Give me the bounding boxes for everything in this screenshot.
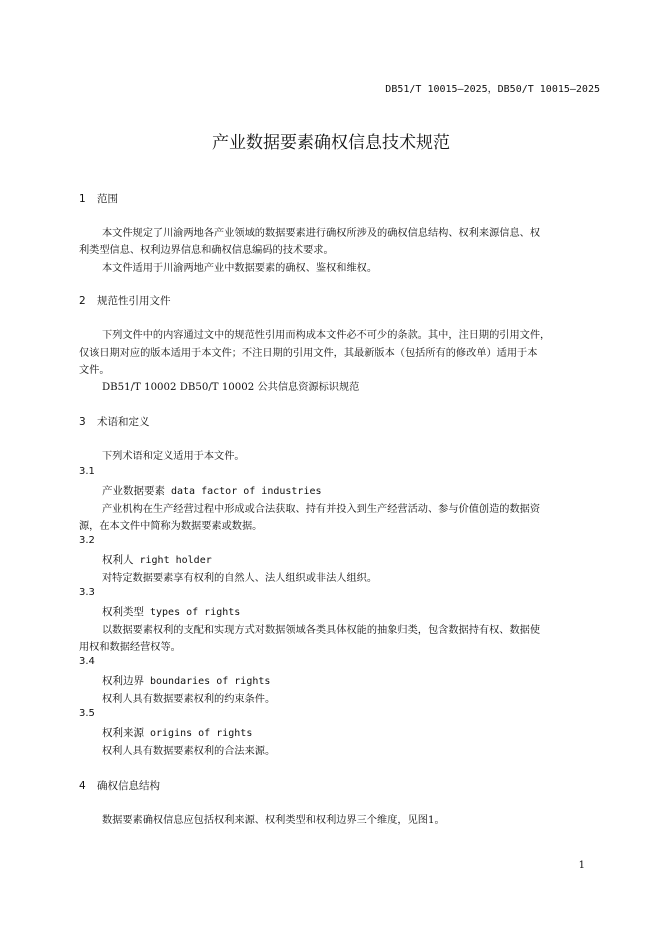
section-number: 3 — [79, 416, 86, 428]
term-number: 3.3 — [79, 587, 95, 598]
term-number: 3.5 — [79, 708, 95, 719]
normative-reference: DB51/T 10002 DB50/T 10002 公共信息资源标识规范 — [102, 382, 360, 393]
paragraph-line: 本文件适用于川渝两地产业中数据要素的确权、鉴权和维权。 — [102, 263, 378, 274]
paragraph-line: 文件。 — [79, 365, 110, 376]
section-title: 术语和定义 — [97, 416, 150, 428]
section-3-heading — [79, 414, 150, 429]
paragraph-line: 下列文件中的内容通过文中的规范性引用而构成本文件必不可少的条款。其中，注日期的引用文件， — [102, 330, 551, 341]
section-1-heading — [79, 191, 118, 206]
term-en: boundaries of rights — [150, 676, 271, 687]
term-definition-line: 用权和数据经营权等。 — [79, 642, 181, 653]
term-number: 3.4 — [79, 656, 95, 667]
term-zh: 产业数据要素 — [102, 485, 165, 497]
term-definition-line: 源，在本文件中简称为数据要素或数据。 — [79, 521, 263, 532]
term-heading — [102, 725, 252, 740]
term-zh: 权利人 — [102, 554, 134, 566]
term-en: data factor of industries — [171, 486, 322, 497]
term-zh: 权利类型 — [102, 606, 144, 618]
paragraph-line: 利类型信息、权利边界信息和确权信息编码的技术要求。 — [79, 245, 334, 256]
paragraph-line: 本文件规定了川渝两地各产业领域的数据要素进行确权所涉及的确权信息结构、权利来源信息、权 — [102, 228, 541, 239]
paragraph-line: 下列术语和定义适用于本文件。 — [102, 451, 245, 462]
paragraph-line: 数据要素确权信息应包括权利来源、权利类型和权利边界三个维度，见图1。 — [102, 815, 445, 826]
term-definition-line: 对特定数据要素享有权利的自然人、法人组织或非法人组织。 — [102, 573, 378, 584]
term-number: 3.2 — [79, 535, 95, 546]
section-title: 规范性引用文件 — [97, 295, 171, 307]
section-4-heading — [79, 778, 160, 793]
term-en: origins of rights — [150, 728, 253, 739]
section-2-heading — [79, 293, 171, 308]
document-title: 产业数据要素确权信息技术规范 — [212, 133, 450, 153]
term-definition-line: 以数据要素权利的支配和实现方式对数据领域各类具体权能的抽象归类，包含数据持有权、数据使 — [102, 625, 541, 636]
page-number: 1 — [578, 860, 585, 871]
term-heading — [102, 673, 270, 688]
term-en: types of rights — [150, 607, 241, 618]
section-number: 4 — [79, 780, 86, 792]
term-en: right holder — [139, 555, 212, 566]
term-number: 3.1 — [79, 466, 95, 477]
term-definition-line: 产业机构在生产经营过程中形成或合法获取、持有并投入到生产经营活动、参与价值创造的数据资 — [102, 504, 541, 515]
section-number: 1 — [79, 193, 86, 205]
term-heading — [102, 483, 322, 498]
term-heading — [102, 552, 212, 567]
section-number: 2 — [79, 295, 86, 307]
term-definition-line: 权利人具有数据要素权利的合法来源。 — [102, 746, 276, 757]
term-heading — [102, 604, 240, 619]
term-zh: 权利边界 — [102, 675, 144, 687]
section-title: 范围 — [97, 193, 118, 205]
paragraph-line: 仅该日期对应的版本适用于本文件；不注日期的引用文件，其最新版本（包括所有的修改单）适用于本 — [79, 348, 538, 359]
term-zh: 权利来源 — [102, 727, 144, 739]
document-code-header: DB51/T 10015—2025，DB50/T 10015—2025 — [385, 84, 600, 95]
section-title: 确权信息结构 — [97, 780, 160, 792]
term-definition-line: 权利人具有数据要素权利的约束条件。 — [102, 694, 276, 705]
